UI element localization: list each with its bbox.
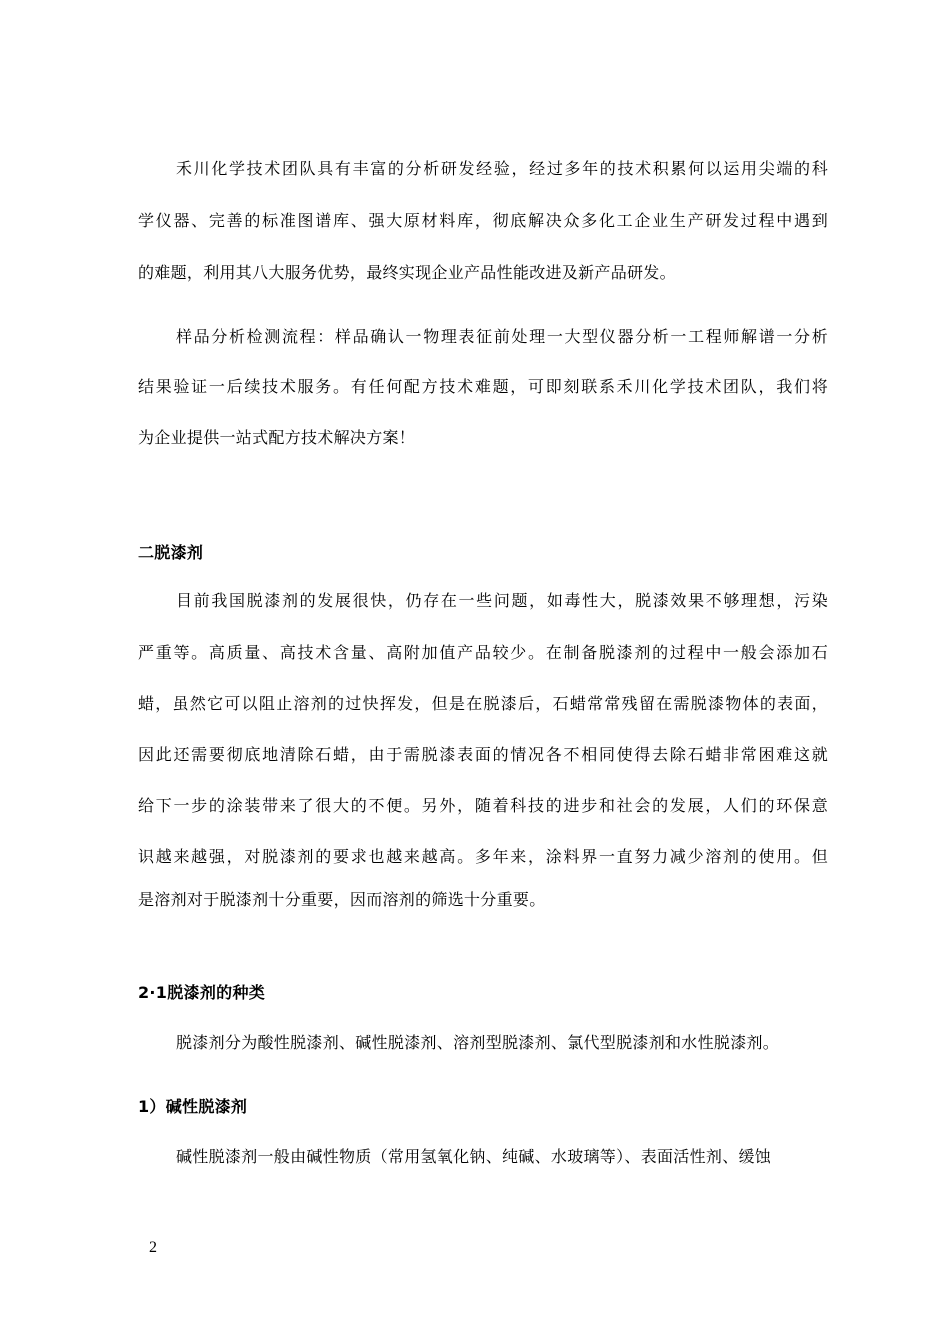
paragraph-section2-line-6: 识越来越强，对脱漆剂的要求也越来越高。多年来，涂料界一直努力减少溶剂的使用。但 [138, 847, 828, 866]
paragraph-intro-line-1: 禾川化学技术团队具有丰富的分析研发经验，经过多年的技术积累何以运用尖端的科 [176, 159, 828, 178]
paragraph-section2-line-3: 蜡，虽然它可以阻止溶剂的过快挥发，但是在脱漆后，石蜡常常残留在需脱漆物体的表面， [138, 694, 828, 713]
paragraph-section2-line-5: 给下一步的涂装带来了很大的不便。另外，随着科技的进步和社会的发展，人们的环保意 [138, 796, 828, 815]
paragraph-process-line-1: 样品分析检测流程：样品确认一物理表征前处理一大型仪器分析一工程师解谱一分析 [176, 327, 828, 346]
subsubsection-heading: 1）碱性脱漆剂 [138, 1097, 248, 1116]
paragraph-intro-line-3: 的难题，利用其八大服务优势，最终实现企业产品性能改进及新产品研发。 [138, 263, 676, 282]
paragraph-section2-line-7: 是溶剂对于脱漆剂十分重要，因而溶剂的筛选十分重要。 [138, 890, 546, 909]
paragraph-section2-line-2: 严重等。高质量、高技术含量、高附加值产品较少。在制备脱漆剂的过程中一般会添加石 [138, 643, 828, 662]
paragraph-process-line-3: 为企业提供一站式配方技术解决方案！ [138, 428, 416, 447]
paragraph-section2-line-4: 因此还需要彻底地清除石蜡，由于需脱漆表面的情况各不相同使得去除石蜡非常困难这就 [138, 745, 828, 764]
paragraph-intro-line-2: 学仪器、完善的标准图谱库、强大原材料库，彻底解决众多化工企业生产研发过程中遇到 [138, 211, 828, 230]
section-heading: 二脱漆剂 [138, 543, 204, 562]
paragraph-section2-line-1: 目前我国脱漆剂的发展很快，仍存在一些问题，如毒性大，脱漆效果不够理想，污染 [176, 591, 828, 610]
paragraph-process-line-2: 结果验证一后续技术服务。有任何配方技术难题，可即刻联系禾川化学技术团队，我们将 [138, 377, 828, 396]
page-number: 2 [149, 1239, 157, 1256]
paragraph-alkaline: 碱性脱漆剂一般由碱性物质（常用氢氧化钠、纯碱、水玻璃等）、表面活性剂、缓蚀 [176, 1147, 772, 1166]
paragraph-types: 脱漆剂分为酸性脱漆剂、碱性脱漆剂、溶剂型脱漆剂、氯代型脱漆剂和水性脱漆剂。 [176, 1033, 780, 1052]
subsection-heading: 2·1脱漆剂的种类 [138, 983, 266, 1002]
